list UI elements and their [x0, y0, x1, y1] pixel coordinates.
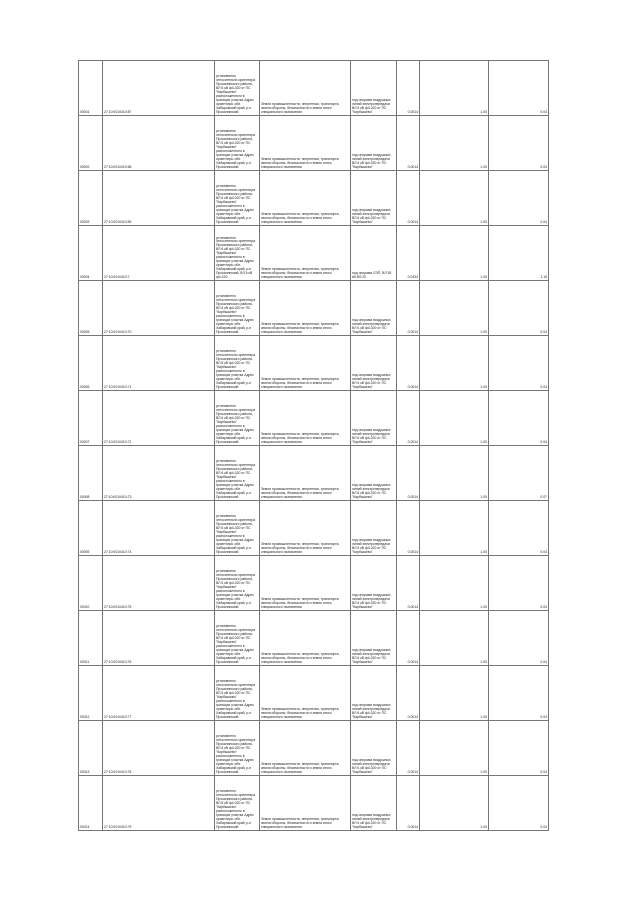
- ratio-value: 1.00: [420, 226, 489, 281]
- location-description: [215, 391, 260, 446]
- location-description: [215, 336, 260, 391]
- location-text: установлено относительно ориентира Прокалинского района, ВЛ 6 кВ ф4-020 от ПС "Карбышево" расположенного в границах участка Адрес ориентира: обл. Хабаровский край, р-н Прокалинский: [216, 184, 256, 225]
- result-value: 0.04: [489, 61, 549, 116]
- cadastral-number: 27:10:0010410:75: [103, 556, 215, 611]
- area-value: 0.0014: [397, 116, 420, 171]
- ratio-value: 1.00: [420, 61, 489, 116]
- table-row: [79, 226, 549, 281]
- area-value: 0.0014: [397, 281, 420, 336]
- result-value: 0.04: [489, 281, 549, 336]
- result-value: 0.07: [489, 446, 549, 501]
- cadastral-number: 27:10:0010410:78: [103, 721, 215, 776]
- land-category: Земли промышленности, энергетики, транспорта, земли обороны, безопасности и земли иного специального назначения: [260, 336, 351, 391]
- location-description: [215, 556, 260, 611]
- row-number: 00013: [79, 721, 103, 776]
- area-value: 0.0014: [397, 446, 420, 501]
- permitted-use: под опорами воздушных линий электропередачи ВЛ 6 кВ ф4-020 от ПС "Карбышево": [351, 501, 397, 556]
- table-row: [79, 281, 549, 336]
- ratio-value: 1.00: [420, 556, 489, 611]
- ratio-value: 1.00: [420, 336, 489, 391]
- land-category: Земли промышленности, энергетики, транспорта, земли обороны, безопасности и земли иного специального назначения: [260, 611, 351, 666]
- area-value: 0.0014: [397, 611, 420, 666]
- row-number: 00002: [79, 116, 103, 171]
- permitted-use: под опорами воздушных линий электропередачи ВЛ 6 кВ ф4-020 от ПС "Карбышево": [351, 666, 397, 721]
- result-value: 0.04: [489, 721, 549, 776]
- cadastral-number: 27:10:0010410:72: [103, 391, 215, 446]
- land-category: Земли промышленности, энергетики, транспорта, земли обороны, безопасности и земли иного специального назначения: [260, 281, 351, 336]
- row-number: 00004: [79, 226, 103, 281]
- table-row: [79, 501, 549, 556]
- table-row: [79, 556, 549, 611]
- cadastral-number: 27:10:0010410:68: [103, 116, 215, 171]
- location-description: [215, 116, 260, 171]
- location-text: установлено относительно ориентира Прокалинского района, ВЛ 6 кВ ф4-020 от ПС "Карбышево" расположенного в границах участка Адрес ориентира: обл. Хабаровский край, р-н Прокалинский: [216, 74, 256, 115]
- location-description: [215, 61, 260, 116]
- land-category: Земли промышленности, энергетики, транспорта, земли обороны, безопасности и земли иного специального назначения: [260, 501, 351, 556]
- ratio-value: 1.00: [420, 776, 489, 831]
- row-number: 00005: [79, 281, 103, 336]
- location-description: [215, 501, 260, 556]
- area-value: 0.0434: [397, 226, 420, 281]
- location-text: установлено относительно ориентира Прокалинского района, ВЛ 6 кВ ф4-020 от ПС "Карбышево" расположенного в границах участка Адрес ориентира: обл. Хабаровский край, р-н Прокалинский: [216, 514, 256, 555]
- cadastral-number: 27:10:0010410:7: [103, 226, 215, 281]
- table-row: [79, 336, 549, 391]
- permitted-use: под опорами воздушных линий электропередачи ВЛ 6 кВ ф4-020 от ПС "Карбышево": [351, 446, 397, 501]
- cadastral-number: 27:10:0010410:69: [103, 171, 215, 226]
- land-category: Земли промышленности, энергетики, транспорта, земли обороны, безопасности и земли иного специального назначения: [260, 556, 351, 611]
- result-value: 1.15: [489, 226, 549, 281]
- permitted-use: под опорами ЛЭП, ВЛ 35 кВ ВЛ-20: [351, 226, 397, 281]
- cadastral-number: 27:10:0010410:74: [103, 501, 215, 556]
- result-value: 0.04: [489, 391, 549, 446]
- location-description: [215, 171, 260, 226]
- cadastral-number: 27:10:0010410:71: [103, 336, 215, 391]
- area-value: 0.0014: [397, 501, 420, 556]
- location-text: установлено относительно ориентира Прокалинского района, ВЛ 6 кВ ф4-020 от ПС "Карбышево" расположенного в границах участка Адрес ориентира: обл. Хабаровский край, р-н Прокалинский: [216, 679, 256, 720]
- result-value: 0.04: [489, 556, 549, 611]
- result-value: 0.04: [489, 501, 549, 556]
- result-value: 0.04: [489, 116, 549, 171]
- row-number: 00008: [79, 446, 103, 501]
- location-description: [215, 776, 260, 831]
- permitted-use: под опорами воздушных линий электропередачи ВЛ 6 кВ ф4-020 от ПС "Карбышево": [351, 721, 397, 776]
- location-text: установлено относительно ориентира Прокалинского района, ВЛ 6 кВ ф4-020 от ПС "Карбышево" расположенного в границах участка Адрес ориентира: обл. Хабаровский край, р-н Прокалинский: [216, 789, 256, 830]
- table-row: [79, 61, 549, 116]
- land-category: Земли промышленности, энергетики, транспорта, земли обороны, безопасности и земли иного специального назначения: [260, 116, 351, 171]
- land-category: Земли промышленности, энергетики, транспорта, земли обороны, безопасности и земли иного специального назначения: [260, 226, 351, 281]
- ratio-value: 1.00: [420, 446, 489, 501]
- cadastral-number: 27:10:0010410:70: [103, 281, 215, 336]
- area-value: 0.0014: [397, 721, 420, 776]
- land-category: Земли промышленности, энергетики, транспорта, земли обороны, безопасности и земли иного специального назначения: [260, 721, 351, 776]
- permitted-use: под опорами воздушных линий электропередачи ВЛ 6 кВ ф4-020 от ПС "Карбышево": [351, 611, 397, 666]
- ratio-value: 1.00: [420, 611, 489, 666]
- area-value: 0.0014: [397, 391, 420, 446]
- area-value: 0.0014: [397, 336, 420, 391]
- land-category: Земли промышленности, энергетики, транспорта, земли обороны, безопасности и земли иного специального назначения: [260, 666, 351, 721]
- area-value: 0.0014: [397, 666, 420, 721]
- row-number: 00007: [79, 391, 103, 446]
- row-number: 00012: [79, 666, 103, 721]
- ratio-value: 1.00: [420, 501, 489, 556]
- ratio-value: 1.00: [420, 281, 489, 336]
- ratio-value: 1.00: [420, 666, 489, 721]
- location-description: [215, 281, 260, 336]
- table-row: [79, 116, 549, 171]
- permitted-use: под опорами воздушных линий электропередачи ВЛ 6 кВ ф4-020 от ПС "Карбышево": [351, 281, 397, 336]
- table-row: [79, 446, 549, 501]
- location-description: [215, 226, 260, 281]
- result-value: 0.04: [489, 171, 549, 226]
- row-number: 00009: [79, 501, 103, 556]
- permitted-use: под опорами воздушных линий электропередачи ВЛ 6 кВ ф4-020 от ПС "Карбышево": [351, 61, 397, 116]
- location-text: установлено относительно ориентира Прокалинского района, ВЛ 6 кВ ф4-020 от ПС "Карбышево" расположенного в границах участка Адрес ориентира: обл. Хабаровский край, р-н Прокалинский: [216, 349, 256, 390]
- table-row: [79, 721, 549, 776]
- table-row: [79, 666, 549, 721]
- row-number: 00014: [79, 776, 103, 831]
- result-value: 0.04: [489, 776, 549, 831]
- location-description: [215, 446, 260, 501]
- ratio-value: 1.00: [420, 116, 489, 171]
- result-value: 0.04: [489, 666, 549, 721]
- ratio-value: 1.00: [420, 391, 489, 446]
- location-description: [215, 721, 260, 776]
- location-text: установлено относительно ориентира Прокалинского района, ВЛ 6 кВ ф4-020 от ПС "Карбышево" расположенного в границах участка Адрес ориентира: обл. Хабаровский край, р-н Прокалинский: [216, 624, 256, 665]
- area-value: 0.0014: [397, 776, 420, 831]
- cadastral-number: 27:10:0010410:79: [103, 776, 215, 831]
- location-text: установлено относительно ориентира Прокалинского района, ВЛ 6 кВ ф4-020 от ПС "Карбышево" расположенного в границах участка Адрес ориентира: обл. Хабаровский край, р-н Прокалинский: [216, 129, 256, 170]
- permitted-use: под опорами воздушных линий электропередачи ВЛ 6 кВ ф4-020 от ПС "Карбышево": [351, 556, 397, 611]
- land-category: Земли промышленности, энергетики, транспорта, земли обороны, безопасности и земли иного специального назначения: [260, 391, 351, 446]
- row-number: 00011: [79, 611, 103, 666]
- location-text: установлено относительно ориентира Прокалинского района, ВЛ 6 кВ ф4-020 от ПС "Карбышево" расположенного в границах участка Адрес ориентира: обл. Хабаровский край, р-н Прокалинский: [216, 569, 256, 610]
- location-description: [215, 611, 260, 666]
- land-category: Земли промышленности, энергетики, транспорта, земли обороны, безопасности и земли иного специального назначения: [260, 61, 351, 116]
- cadastral-number: 27:10:0010410:77: [103, 666, 215, 721]
- area-value: 0.0014: [397, 61, 420, 116]
- land-plots-table: [78, 60, 549, 831]
- permitted-use: под опорами воздушных линий электропередачи ВЛ 6 кВ ф4-020 от ПС "Карбышево": [351, 116, 397, 171]
- table-row: [79, 611, 549, 666]
- row-number: 00010: [79, 556, 103, 611]
- location-text: установлено относительно ориентира Прокалинского района, ВЛ 6 кВ ф4-020 от ПС "Карбышево" расположенного в границах участка Адрес ориентира: обл. Хабаровский край, р-н Прокалинский: [216, 734, 256, 775]
- location-text: установлено относительно ориентира Прокалинского района, ВЛ 6 кВ ф4-020 от ПС "Карбышево" расположенного в границах участка Адрес ориентира: обл. Хабаровский край, р-н Прокалинский, ВЛ 6 кВ ф4-020: [216, 235, 256, 280]
- cadastral-number: 27:10:0010410:73: [103, 446, 215, 501]
- cadastral-number: 27:10:0010410:87: [103, 61, 215, 116]
- result-value: 0.04: [489, 336, 549, 391]
- location-description: [215, 666, 260, 721]
- table-row: [79, 391, 549, 446]
- permitted-use: под опорами воздушных линий электропередачи ВЛ 6 кВ ф4-020 от ПС "Карбышево": [351, 391, 397, 446]
- table-row: [79, 171, 549, 226]
- cadastral-number: 27:10:0010410:76: [103, 611, 215, 666]
- result-value: 0.04: [489, 611, 549, 666]
- table-row: [79, 776, 549, 831]
- ratio-value: 1.00: [420, 721, 489, 776]
- row-number: 00001: [79, 61, 103, 116]
- location-text: установлено относительно ориентира Прокалинского района, ВЛ 6 кВ ф4-020 от ПС "Карбышево" расположенного в границах участка Адрес ориентира: обл. Хабаровский край, р-н Прокалинский: [216, 459, 256, 500]
- permitted-use: под опорами воздушных линий электропередачи ВЛ 6 кВ ф4-020 от ПС "Карбышево": [351, 171, 397, 226]
- land-category: Земли промышленности, энергетики, транспорта, земли обороны, безопасности и земли иного специального назначения: [260, 171, 351, 226]
- row-number: 00003: [79, 171, 103, 226]
- land-category: Земли промышленности, энергетики, транспорта, земли обороны, безопасности и земли иного специального назначения: [260, 776, 351, 831]
- location-text: установлено относительно ориентира Прокалинского района, ВЛ 6 кВ ф4-020 от ПС "Карбышево" расположенного в границах участка Адрес ориентира: обл. Хабаровский край, р-н Прокалинский: [216, 294, 256, 335]
- area-value: 0.0014: [397, 171, 420, 226]
- table-body: [79, 61, 549, 831]
- permitted-use: под опорами воздушных линий электропередачи ВЛ 6 кВ ф4-020 от ПС "Карбышево": [351, 776, 397, 831]
- location-text: установлено относительно ориентира Прокалинского района, ВЛ 6 кВ ф4-020 от ПС "Карбышево" расположенного в границах участка Адрес ориентира: обл. Хабаровский край, р-н Прокалинский: [216, 404, 256, 445]
- ratio-value: 1.00: [420, 171, 489, 226]
- area-value: 0.0014: [397, 556, 420, 611]
- row-number: 00006: [79, 336, 103, 391]
- land-category: Земли промышленности, энергетики, транспорта, земли обороны, безопасности и земли иного специального назначения: [260, 446, 351, 501]
- permitted-use: под опорами воздушных линий электропередачи ВЛ 6 кВ ф4-020 от ПС "Карбышево": [351, 336, 397, 391]
